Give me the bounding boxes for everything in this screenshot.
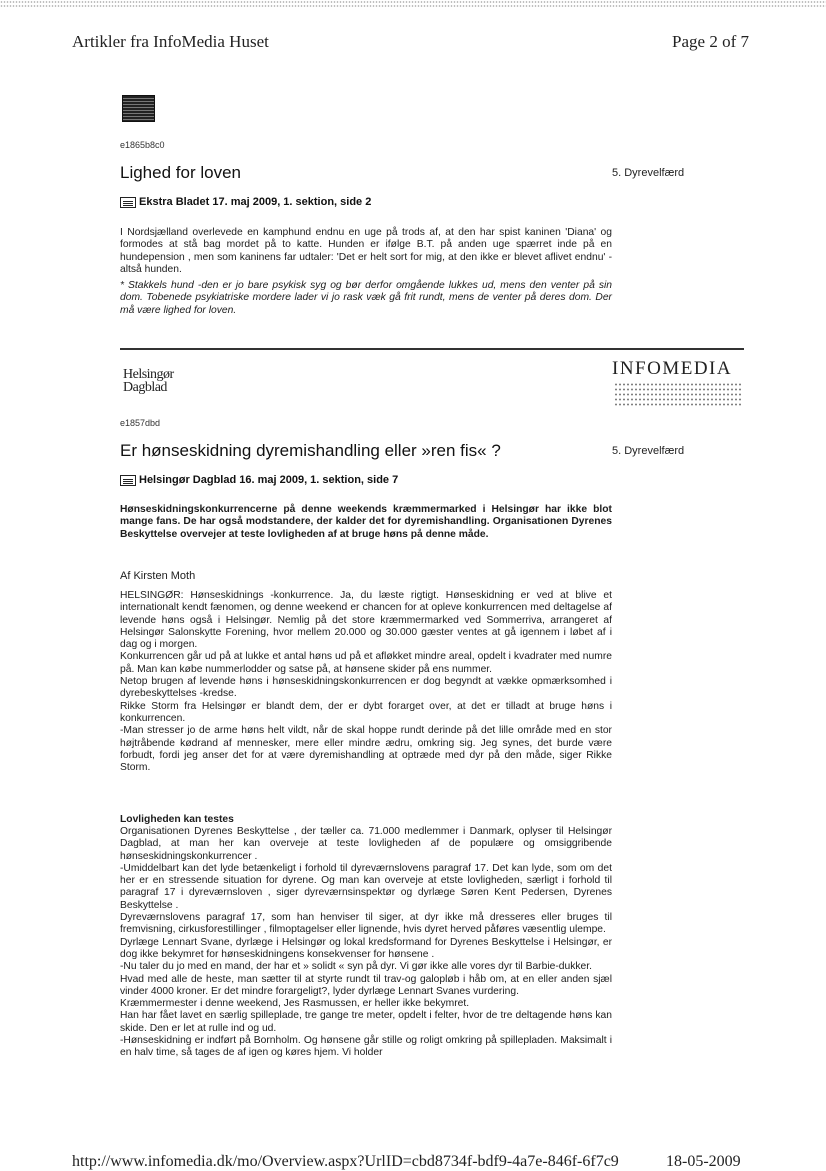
- article-subheading: Lovligheden kan testes: [120, 814, 234, 825]
- ekstra-bladet-logo-icon: [122, 95, 155, 122]
- newspaper-icon: [120, 197, 136, 208]
- paragraph: Hvad med alle de heste, man sætter til at styrte rundt til trav-og galopløb i håb om, at en eller anden sjæl vinder 4000 kroner. Er det mindre forargeligt?, lyder dyrlæge Lennart Svanes vurdering.: [120, 973, 612, 997]
- article-title: Lighed for loven: [120, 163, 241, 182]
- paragraph: Konkurrencen går ud på at lukke et antal høns ud på et afløkket mindre areal, opdelt i kvadrater med numre på. Man kan købe nummerlodder og satse på, at hønsene skider på ens nummer.: [120, 651, 612, 675]
- article-source-text: Helsingør Dagblad 16. maj 2009, 1. sektion, side 7: [139, 474, 399, 486]
- footer-date: 18-05-2009: [666, 1153, 741, 1170]
- article-body: [120, 590, 612, 774]
- logo-line-1: Helsingør: [123, 367, 174, 382]
- paragraph: Han har fået lavet en særlig spilleplade, tre gange tre meter, opdelt i felter, hvor de tre deltagende høns kan skide. Den er let at rulle ind og ud.: [120, 1010, 612, 1034]
- article-body-continued: [120, 826, 612, 1060]
- infomedia-logo: INFOMEDIA: [612, 358, 733, 379]
- paragraph: Dyreværnslovens paragraf 17, som han henviser til siger, at dyr ikke må dresseres eller bruges til fremvisning, cirkusforestillinger , filmoptagelser eller lignende, hvis dyret herved påføres væsentlig ulempe.: [120, 912, 612, 936]
- footer-url: http://www.infomedia.dk/mo/Overview.aspx?UrlID=cbd8734f-bdf9-4a7e-846f-6f7c9: [72, 1153, 619, 1170]
- paragraph: -Man stresser jo de arme høns helt vildt, når de skal hoppe rundt derinde på det lille område med en stor højtråbende kødrand af mennesker, mere eller mindre ædru, omkring sig. Jeg synes, det burde være forbudt, fordi jeg anser det for at være dyremishandling at optræde med dyr på den måde, siger Rikke Storm.: [120, 725, 612, 774]
- paragraph: Rikke Storm fra Helsingør er blandt dem, der er dybt forarget over, at det er tilladt at bruge høns i konkurrencen.: [120, 700, 612, 724]
- article-divider: [120, 348, 744, 350]
- article-id: e1857dbd: [120, 418, 161, 428]
- article-source-text: Ekstra Bladet 17. maj 2009, 1. sektion, side 2: [139, 196, 372, 208]
- article-category: 5. Dyrevelfærd: [612, 167, 685, 179]
- page-indicator: Page 2 of 7: [672, 32, 749, 51]
- article-category: 5. Dyrevelfærd: [612, 445, 685, 457]
- article-byline: Af Kirsten Moth: [120, 570, 196, 582]
- article-body: I Nordsjælland overlevede en kamphund endnu en uge på trods af, at den har spist kaninen 'Diana' og formodes at stå bag mordet på to katte. Hunden er ifølge B.T. på anden uge spærret inde på en hundepension , men som kaninens far udtaler: 'Det er helt sort for mig, at den ikke er blevet aflivet endnu' -altså hunden.: [120, 227, 612, 275]
- article-source: [120, 474, 398, 486]
- article-title: Er hønseskidning dyremishandling eller »ren fis« ?: [120, 441, 501, 460]
- scan-dot-border: [0, 0, 826, 8]
- article-comment: * Stakkels hund -den er jo bare psykisk syg og bør derfor omgående lukkes ud, mens den venter på sin dom. Tobenede psykiatriske mordere lader vi jo rask væk gå frit rundt, mens de venter på deres dom. Der må være lighed for loven.: [120, 280, 612, 316]
- article-lead: Hønseskidningskonkurrencerne på denne weekends kræmmermarked i Helsingør har ikke blot mange fans. De har også modstandere, der kalder det for dyremishandling. Organisationen Dyrenes Beskyttelse overvejer at teste lovligheden af at bruge høns på denne måde.: [120, 504, 612, 540]
- paragraph: Netop brugen af levende høns i hønseskidningskonkurrencen er dog begyndt at vække opmærksomhed i dyrebeskyttelses -kredse.: [120, 676, 612, 700]
- article-source: [120, 196, 371, 208]
- logo-line-2: Dagblad: [123, 380, 167, 395]
- paragraph: Kræmmermester i denne weekend, Jes Rasmussen, er heller ikke bekymret.: [120, 998, 470, 1010]
- paragraph: HELSINGØR: Hønseskidnings -konkurrence. Ja, du læste rigtigt. Hønseskidning er ved at blive et internationalt kendt fænomen, og denne weekend er chancen for at opleve konkurrencen med deltagelse af levende høns også i Helsingør. Nemlig på det store kræmmermarked ved Sommerriva, arrangeret af Helsingør Salonskytte Forening, hvor mellem 20.000 og 30.000 gæster ventes at gå igennem i løbet af i dag og i morgen.: [120, 590, 612, 651]
- infomedia-logo-dots: [614, 382, 742, 408]
- print-header-title: Artikler fra InfoMedia Huset: [72, 32, 269, 51]
- newspaper-icon: [120, 475, 136, 486]
- paragraph: -Umiddelbart kan det lyde betænkeligt i forhold til dyreværnslovens paragraf 17. Det kan lyde, som om det her er en stressende situation for dyrene. Og man kan overveje at etste lovligheden, særligt i forhold til paragraf 17 i dyreværnsloven , siger dyreværnsinspektør og dyrlæge Søren Kent Pedersen, Dyrenes Beskyttelse .: [120, 862, 612, 911]
- paragraph: -Nu taler du jo med en mand, der har et » solidt « syn på dyr. Vi gør ikke alle vores dyr til Barbie-dukker.: [120, 961, 592, 973]
- article-id: e1865b8c0: [120, 140, 165, 150]
- paragraph: Organisationen Dyrenes Beskyttelse , der tæller ca. 71.000 medlemmer i Danmark, oplyser til Helsingør Dagblad, at man her kan overveje at teste lovligheden af de populære og omsiggribende hønseskidningskonkurrencer .: [120, 826, 612, 862]
- paragraph: -Hønseskidning er indført på Bornholm. Og hønsene går stille og roligt omkring på spillepladen. Maksimalt i en halv time, så tages de af igen og køres hjem. Vi holder: [120, 1035, 612, 1059]
- paragraph: Dyrlæge Lennart Svane, dyrlæge i Helsingør og lokal kredsformand for Dyrenes Beskyttelse i Helsingør, er dog ikke bekymret for hønseskidningens konsekvenser for hønsene .: [120, 936, 612, 960]
- helsingor-dagblad-logo: [123, 368, 174, 394]
